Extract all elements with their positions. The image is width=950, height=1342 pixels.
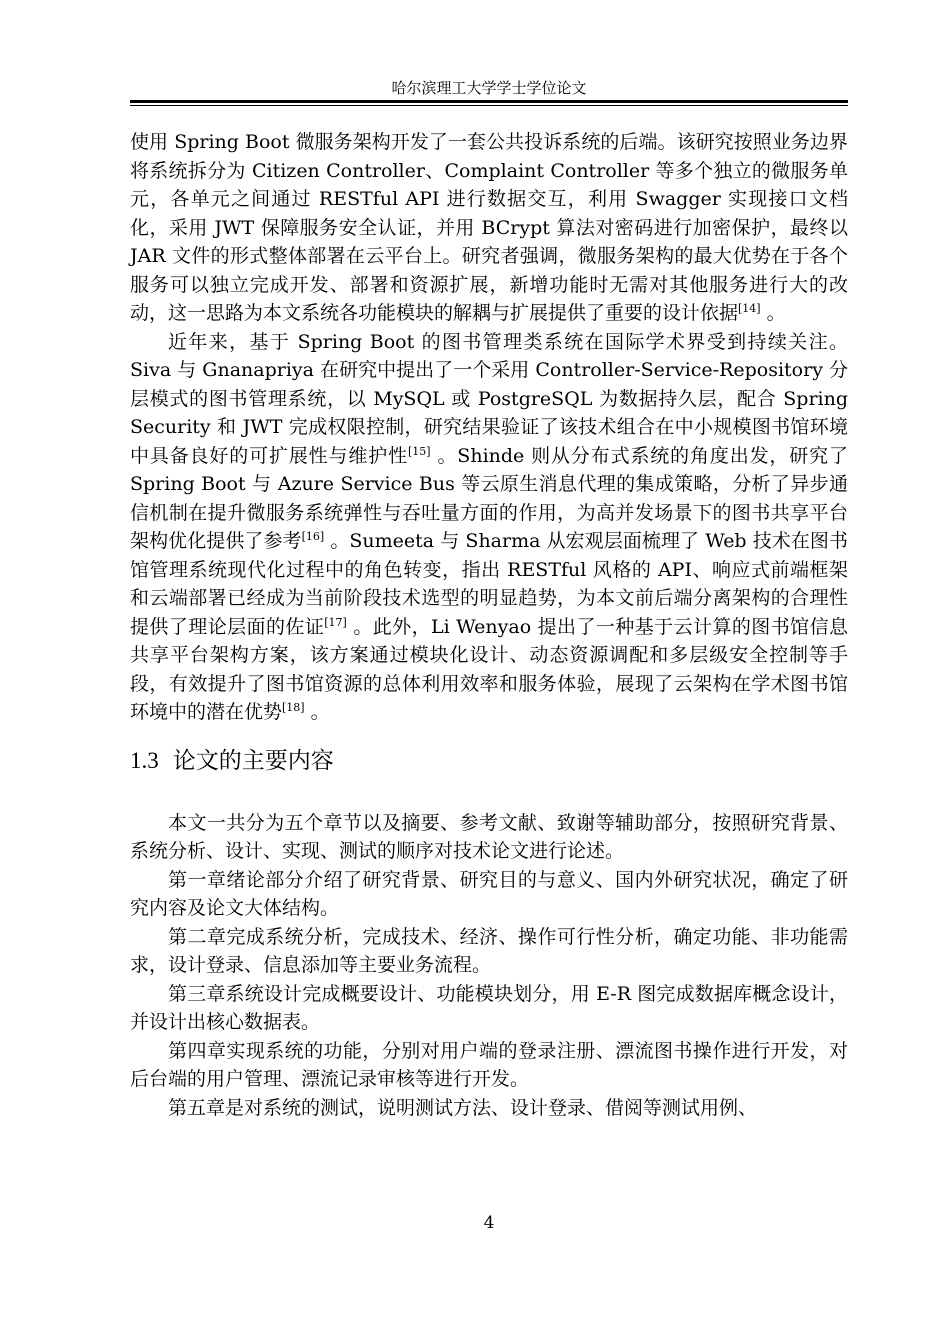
- paragraph-chapter-1: 第一章绪论部分介绍了研究背景、研究目的与意义、国内外研究状况，确定了研究内容及论文大体结构。: [130, 868, 848, 919]
- page-body: [130, 128, 848, 1122]
- citation-17: [17]: [324, 615, 347, 629]
- paragraph-text: 。Shinde 则从分布式系统的角度出发，研究了 Spring Boot 与 Azure Service Bus 等云原生消息代理的集成策略，分析了异步通信机制在提升微服务系统弹性与吞吐量方面的作用，为高并发场景下的图书共享平台架构优化提供了参考: [130, 444, 848, 552]
- paragraph-chapter-2: 第二章完成系统分析，完成技术、经济、操作可行性分析，确定功能、非功能需求，设计登录、信息添加等主要业务流程。: [130, 925, 848, 976]
- page-number: 4: [483, 1213, 495, 1233]
- paragraph-chapter-3: 第三章系统设计完成概要设计、功能模块划分，用 E-R 图完成数据库概念设计，并设计出核心数据表。: [130, 982, 848, 1033]
- header-rule-thin: [130, 105, 848, 106]
- paragraph-tail: 。: [304, 701, 330, 723]
- paragraph-chapter-4: 第四章实现系统的功能，分别对用户端的登录注册、漂流图书操作进行开发，对后台端的用户管理、漂流记录审核等进行开发。: [130, 1039, 848, 1090]
- citation-15: [15]: [407, 444, 431, 458]
- paragraph-microservice-complaint: [130, 128, 848, 328]
- citation-16: [16]: [301, 530, 325, 543]
- citation-14: [14]: [738, 302, 761, 315]
- paragraph-international-research: [130, 328, 848, 727]
- section-heading-1-3: [130, 741, 848, 781]
- paragraph-text: 。Sumeeta 与 Sharma 从宏观层面梳理了 Web 技术在图书馆管理系统现代化过程中的角色转变，指出 RESTful 风格的 API、响应式前端框架和云端部署已经成为当前阶段技术选型的明显趋势，为本文前后端分离架构的合理性提供了理论层面的佐证: [130, 530, 848, 638]
- paragraph-text: 使用 Spring Boot 微服务架构开发了一套公共投诉系统的后端。该研究按照业务边界将系统拆分为 Citizen Controller、Complaint Controller 等多个独立的微服务单元，各单元之间通过 RESTful API 进行数据交互，利用 Swagger 实现接口文档化，采用 JWT 保障服务安全认证，并用 BCrypt 算法对密码进行加密保护，最终以 JAR 文件的形式整体部署在云平台上。研究者强调，微服务架构的最大优势在于各个服务可以独立完成开发、部署和资源扩展，新增功能时无需对其他服务进行大的改动，这一思路为本文系统各功能模块的解耦与扩展提供了重要的设计依据: [130, 131, 848, 324]
- paragraph-text: 。此外，Li Wenyao 提出了一种基于云计算的图书馆信息共享平台架构方案，该方案通过模块化设计、动态资源调配和多层级安全控制等手段，有效提升了图书馆资源的总体利用效率和服务体验，展现了云架构在学术图书馆环境中的潜在优势: [130, 615, 848, 723]
- paragraph-tail: 。: [760, 302, 786, 324]
- citation-18: [18]: [282, 701, 305, 714]
- running-header: 哈尔滨理工大学学士学位论文: [391, 79, 587, 97]
- section-number: 1.3: [130, 747, 159, 773]
- paragraph-chapter-5: 第五章是对系统的测试，说明测试方法、设计登录、借阅等测试用例、: [168, 1096, 758, 1119]
- paragraph-text: 近年来，基于 Spring Boot 的图书管理类系统在国际学术界受到持续关注。Siva 与 Gnanapriya 在研究中提出了一个采用 Controller-Service-Repository 分层模式的图书管理系统，以 MySQL 或 PostgreSQL 为数据持久层，配合 Spring Security 和 JWT 完成权限控制，研究结果验证了该技术组合在中小规模图书馆环境中具备良好的可扩展性与维护性: [130, 330, 848, 467]
- paragraph-overview: 本文一共分为五个章节以及摘要、参考文献、致谢等辅助部分，按照研究背景、系统分析、设计、实现、测试的顺序对技术论文进行论述。: [130, 811, 848, 862]
- header-rule-thick: [130, 100, 848, 103]
- section-title-text: 论文的主要内容: [172, 747, 334, 774]
